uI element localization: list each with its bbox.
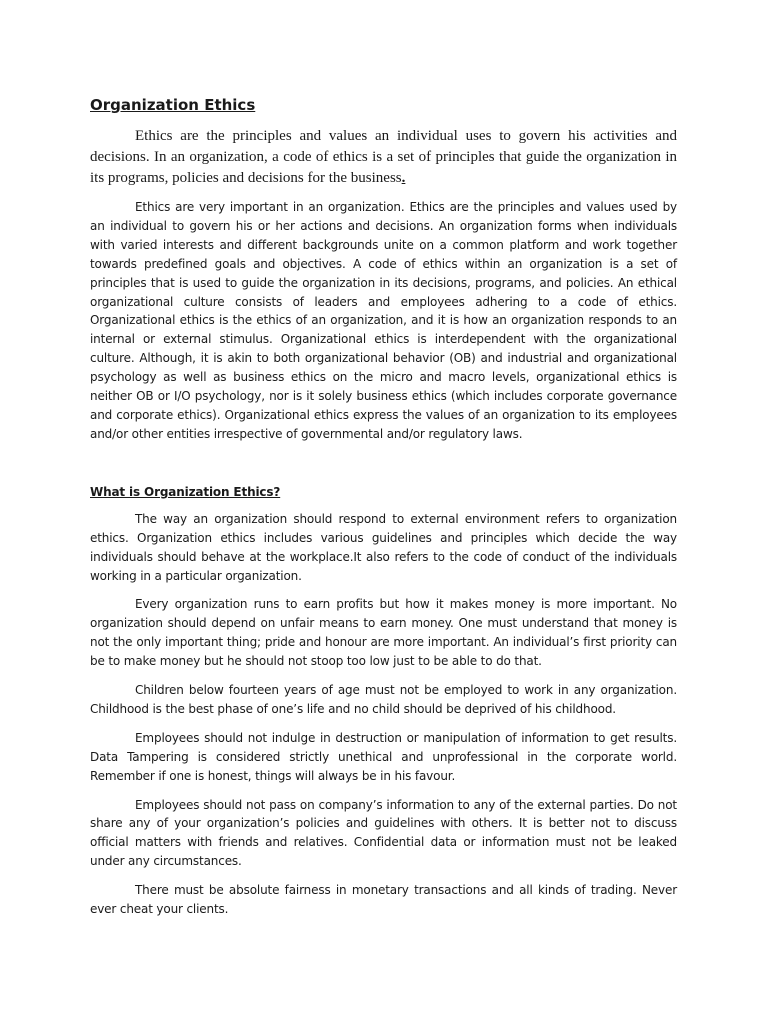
section-paragraph-3: Children below fourteen years of age must not be employed to work in any organization. Childhood is the best phase of one’s life and no child should be deprived of his childhood. [90,683,677,716]
document-page [90,94,677,929]
intro-paragraph [90,126,677,189]
intro-text: Ethics are the principles and values an individual uses to govern his activities and decisions. In an organization, a code of ethics is a set of principles that guide the organization in its programs, policies and decisions for the business [90,128,677,186]
section-paragraph-6: There must be absolute fairness in monetary transactions and all kinds of trading. Never ever cheat your clients. [90,883,677,917]
section-paragraph-5: Employees should not pass on company’s information to any of the external parties. Do not share any of your organization’s policies and guidelines with others. It is better not to discuss official matters with friends and relatives. Confidential data or information must not be leaked under any circumstances. [90,797,677,869]
section-heading: What is Organization Ethics? [90,484,281,499]
section-spacer [90,454,677,483]
intro-end: . [401,170,406,186]
section-paragraph-4: Employees should not indulge in destruction or manipulation of information to get results. Data Tampering is considered strictly unethical and unprofessional in the corporate world. Remember if one is honest, things will always be in his favour. [90,730,677,783]
document-title: Organization Ethics [90,96,256,114]
section-paragraph-1: The way an organization should respond to external environment refers to organization ethics. Organization ethics includes various guidelines and principles which decide the way individuals should behave at the workplace.It also refers to the code of conduct of the individuals working in a particular organization. [90,511,677,583]
body-paragraph-1: Ethics are very important in an organization. Ethics are the principles and values used by an individual to govern his or her actions and decisions. An organization forms when individuals with varied interests and different backgrounds unite on a common platform and work together towards predefined goals and objectives. A code of ethics within an organization is a set of principles that is used to guide the organization in its decisions, programs, and policies. An ethical organizational culture consists of leaders and employees adhering to a code of ethics. Organizational ethics is the ethics of an organization, and it is how an organization responds to an internal or external stimulus. Organizational ethics is interdependent with the organizational culture. Although, it is akin to both organizational behavior (OB) and industrial and organizational psychology as well as business ethics on the micro and macro levels, organizational ethics is neither OB or I/O psychology, nor is it solely business ethics (which includes corporate governance and corporate ethics). Organizational ethics express the values of an organization to its employees and/or other entities irrespective of governmental and/or regulatory laws. [90,200,677,441]
section-paragraph-2: Every organization runs to earn profits but how it makes money is more important. No organization should depend on unfair means to earn money. One must understand that money is not the only important thing; pride and honour are more important. An individual’s first priority can be to make money but he should not stoop too low just to be able to do that. [90,597,677,669]
